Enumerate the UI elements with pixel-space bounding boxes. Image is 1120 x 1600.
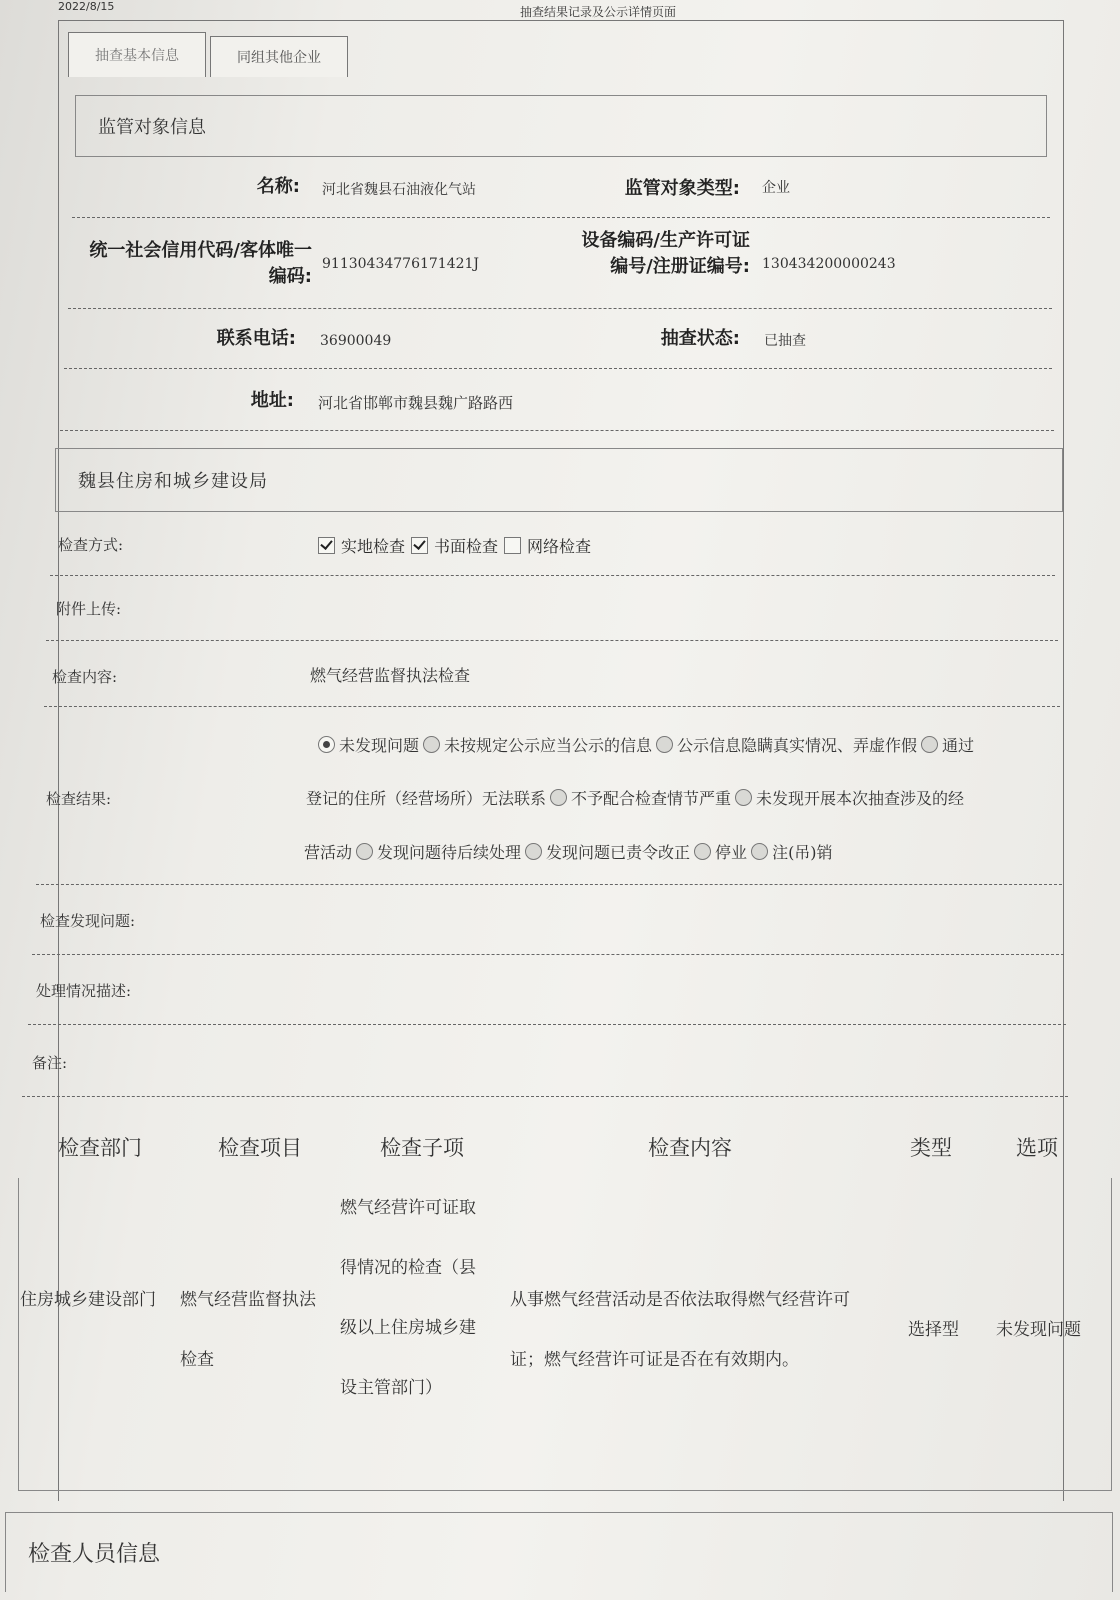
online-label: 网络检查: [527, 537, 592, 556]
result-option-cont: 营活动: [304, 843, 353, 862]
result-option: 未按规定公示应当公示的信息: [444, 736, 653, 755]
onsite-label: 实地检查: [341, 537, 406, 556]
radio-not-disclosed[interactable]: [423, 736, 440, 753]
column-header: 检查内容: [648, 1136, 732, 1160]
content-label: 检查内容:: [52, 668, 118, 686]
phone-value: 36900049: [320, 333, 392, 349]
method-label: 检查方式:: [58, 536, 124, 554]
divider: [32, 954, 1064, 955]
credit-code-label: 统一社会信用代码/客体唯一编码:: [89, 240, 312, 287]
type-label: 监管对象类型:: [624, 178, 740, 199]
result-option: 不予配合检查情节严重: [571, 789, 732, 808]
divider: [36, 884, 1062, 885]
remarks-label: 备注:: [32, 1054, 68, 1072]
credit-code-value: 91130434776171421J: [322, 256, 480, 272]
document-checkbox[interactable]: [411, 537, 428, 554]
column-header: 检查部门: [58, 1136, 142, 1160]
name-label: 名称:: [256, 176, 300, 197]
table-cell-content: 从事燃气经营活动是否依法取得燃气经营许可证；燃气经营许可证是否在有效期内。: [510, 1290, 850, 1370]
section-title-subject: 监管对象信息: [75, 95, 1047, 157]
radio-no-business[interactable]: [735, 789, 752, 806]
result-option: 未发现开展本次抽查涉及的经: [756, 789, 965, 808]
result-option: 发现问题已责令改正: [546, 843, 691, 862]
divider: [64, 368, 1052, 369]
address-label: 地址:: [250, 390, 294, 411]
radio-revoked[interactable]: [751, 843, 768, 860]
divider: [68, 308, 1052, 309]
result-line-1: [314, 733, 974, 756]
result-option: 公示信息隐瞒真实情况、弄虚作假: [677, 736, 918, 755]
divider: [44, 706, 1060, 707]
result-line-3: [304, 840, 833, 863]
table-cell-department: 住房城乡建设部门: [20, 1290, 156, 1310]
result-option: 未发现问题: [339, 736, 420, 755]
radio-uncooperative[interactable]: [550, 789, 567, 806]
address-value: 河北省邯郸市魏县魏广路路西: [318, 394, 514, 412]
tab-other-companies[interactable]: 同组其他企业: [210, 36, 348, 77]
print-date: 2022/8/15: [58, 0, 115, 13]
page-header-title: 抽查结果记录及公示详情页面: [520, 5, 677, 19]
method-options: [318, 534, 591, 557]
divider: [22, 1096, 1068, 1097]
document-label: 书面检查: [434, 537, 499, 556]
result-option-cont: 登记的住所（经营场所）无法联系: [306, 789, 547, 808]
problems-label: 检查发现问题:: [40, 912, 136, 930]
radio-corrected[interactable]: [525, 843, 542, 860]
result-option: 通过: [942, 736, 975, 755]
status-label: 抽查状态:: [660, 328, 740, 349]
radio-concealed-info[interactable]: [656, 736, 673, 753]
radio-no-problem[interactable]: [318, 736, 335, 753]
table-cell-option: 未发现问题: [996, 1320, 1081, 1340]
column-header: 检查项目: [218, 1136, 302, 1160]
result-line-2: [306, 786, 964, 809]
handling-label: 处理情况描述:: [36, 982, 132, 1000]
radio-pending[interactable]: [356, 843, 373, 860]
phone-label: 联系电话:: [216, 328, 296, 349]
table-cell-type: 选择型: [908, 1320, 959, 1340]
result-option: 停业: [715, 843, 748, 862]
online-checkbox[interactable]: [504, 537, 521, 554]
table-cell-item: 燃气经营监督执法检查: [180, 1290, 316, 1370]
table-cell-subitem: 燃气经营许可证取得情况的检查（县级以上住房城乡建设主管部门）: [340, 1198, 476, 1398]
radio-suspended[interactable]: [694, 843, 711, 860]
divider: [50, 575, 1055, 576]
column-header: 检查子项: [380, 1136, 464, 1160]
content-value: 燃气经营监督执法检查: [310, 666, 471, 685]
divider: [28, 1024, 1066, 1025]
column-header: 选项: [1016, 1136, 1058, 1160]
status-value: 已抽查: [764, 333, 806, 349]
onsite-checkbox[interactable]: [318, 537, 335, 554]
divider: [46, 640, 1058, 641]
equipment-code-value: 130434200000243: [762, 256, 896, 272]
divider: [60, 430, 1054, 431]
name-value: 河北省魏县石油液化气站: [322, 182, 476, 198]
attachment-label: 附件上传:: [56, 600, 122, 618]
section-title-inspectors: 检查人员信息: [5, 1512, 1113, 1592]
equipment-code-label: 设备编码/生产许可证编号/注册证编号:: [581, 230, 750, 277]
type-value: 企业: [762, 180, 790, 196]
result-label: 检查结果:: [46, 790, 112, 808]
column-header: 类型: [910, 1136, 952, 1160]
radio-unreachable[interactable]: [921, 736, 938, 753]
divider: [72, 217, 1050, 218]
tab-basic-info[interactable]: 抽查基本信息: [68, 32, 206, 77]
result-option: 注(吊)销: [772, 843, 833, 862]
result-option: 发现问题待后续处理: [377, 843, 522, 862]
section-title-department: 魏县住房和城乡建设局: [55, 448, 1063, 512]
